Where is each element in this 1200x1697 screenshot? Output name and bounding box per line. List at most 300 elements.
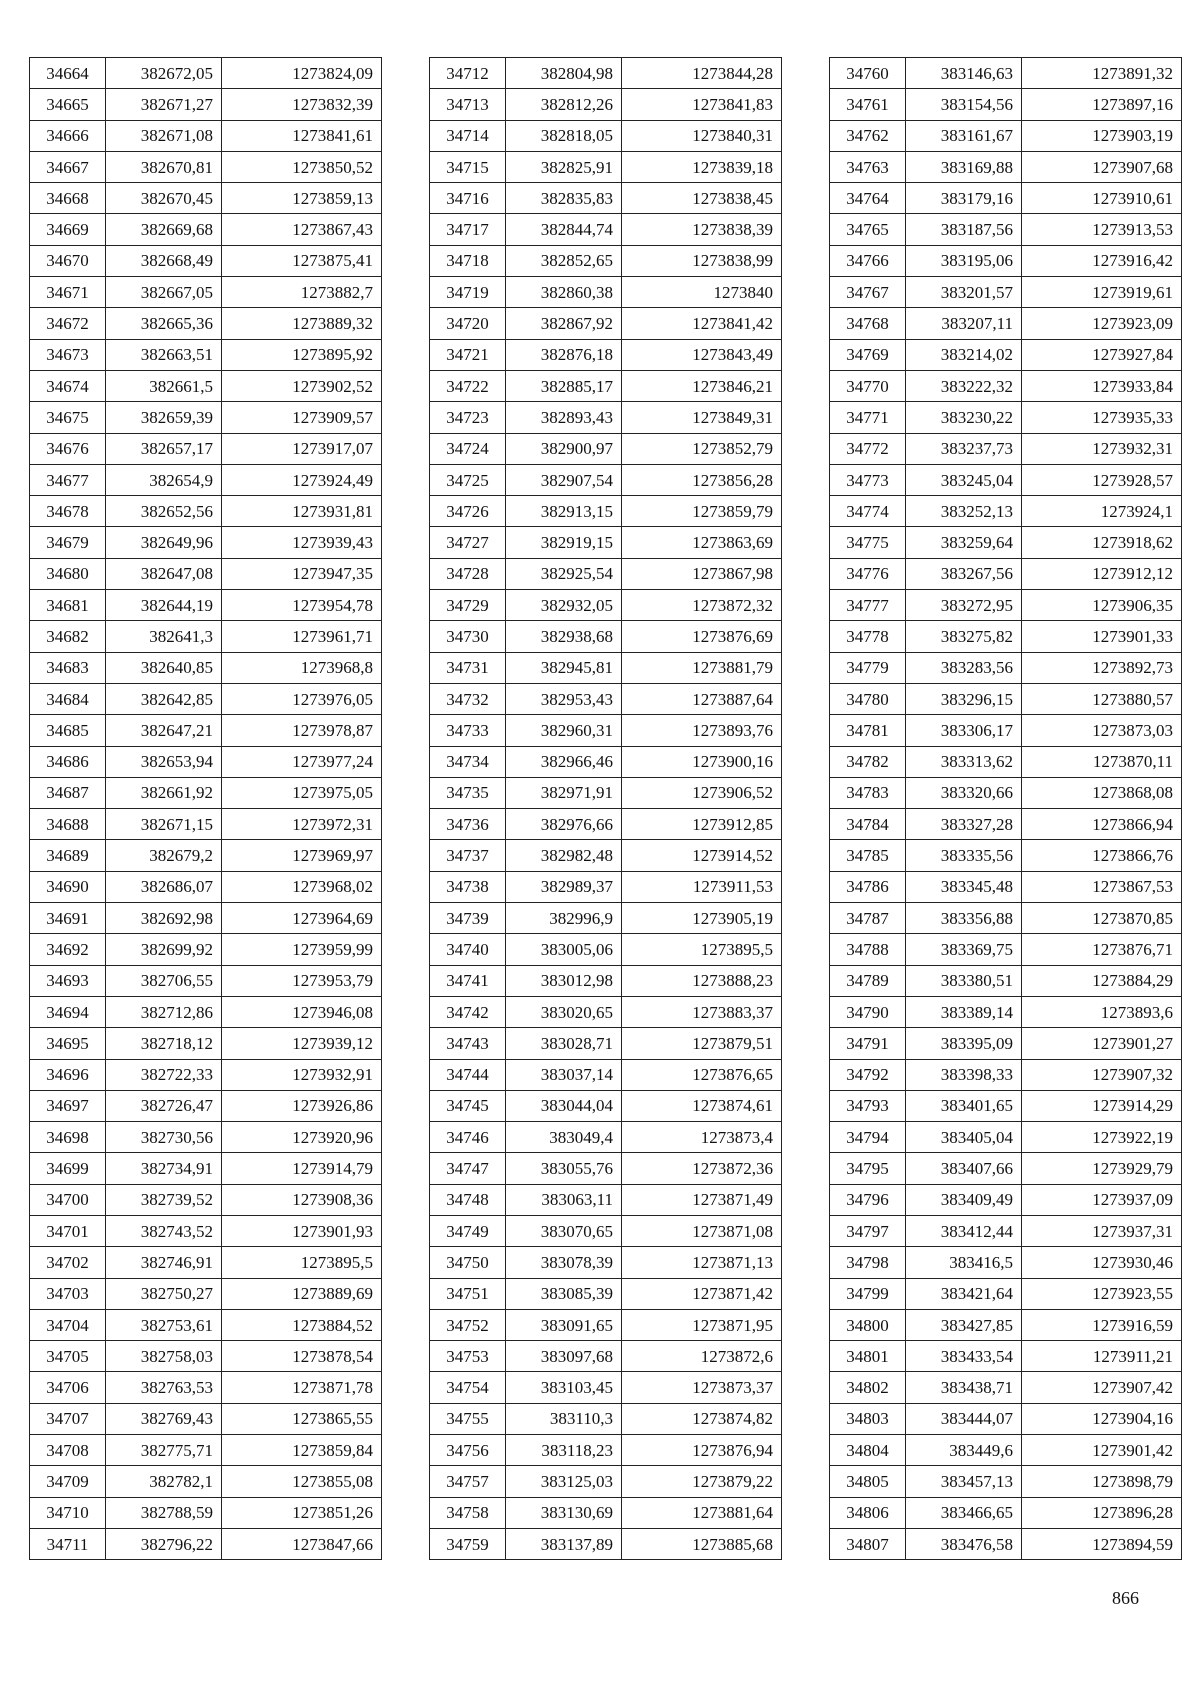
page-number: 866 bbox=[1112, 1588, 1139, 1608]
y-coordinate-cell: 1273895,92 bbox=[222, 339, 382, 370]
point-id-cell: 34802 bbox=[830, 1372, 906, 1403]
y-coordinate-cell: 1273863,69 bbox=[622, 527, 782, 558]
y-coordinate-cell: 1273851,26 bbox=[222, 1497, 382, 1528]
y-coordinate-cell: 1273841,83 bbox=[622, 89, 782, 120]
x-coordinate-cell: 383137,89 bbox=[506, 1528, 622, 1559]
point-id-cell: 34791 bbox=[830, 1028, 906, 1059]
table-row bbox=[430, 1497, 782, 1528]
table-row bbox=[30, 120, 382, 151]
y-coordinate-cell: 1273893,76 bbox=[622, 715, 782, 746]
y-coordinate-cell: 1273901,33 bbox=[1022, 621, 1182, 652]
x-coordinate-cell: 382885,17 bbox=[506, 370, 622, 401]
table-row bbox=[830, 1497, 1182, 1528]
x-coordinate-cell: 383369,75 bbox=[906, 934, 1022, 965]
x-coordinate-cell: 382686,07 bbox=[106, 871, 222, 902]
y-coordinate-cell: 1273914,52 bbox=[622, 840, 782, 871]
y-coordinate-cell: 1273931,81 bbox=[222, 496, 382, 527]
y-coordinate-cell: 1273954,78 bbox=[222, 590, 382, 621]
x-coordinate-cell: 383444,07 bbox=[906, 1403, 1022, 1434]
point-id-cell: 34725 bbox=[430, 464, 506, 495]
x-coordinate-cell: 383063,11 bbox=[506, 1184, 622, 1215]
x-coordinate-cell: 382730,56 bbox=[106, 1122, 222, 1153]
y-coordinate-cell: 1273889,32 bbox=[222, 308, 382, 339]
point-id-cell: 34702 bbox=[30, 1247, 106, 1278]
x-coordinate-cell: 383283,56 bbox=[906, 652, 1022, 683]
y-coordinate-cell: 1273838,39 bbox=[622, 214, 782, 245]
table-row bbox=[430, 652, 782, 683]
y-coordinate-cell: 1273978,87 bbox=[222, 715, 382, 746]
x-coordinate-cell: 383401,65 bbox=[906, 1090, 1022, 1121]
x-coordinate-cell: 382718,12 bbox=[106, 1028, 222, 1059]
y-coordinate-cell: 1273876,65 bbox=[622, 1059, 782, 1090]
table-row bbox=[830, 777, 1182, 808]
table-row bbox=[30, 965, 382, 996]
table-row bbox=[830, 683, 1182, 714]
point-id-cell: 34721 bbox=[430, 339, 506, 370]
table-row bbox=[830, 1122, 1182, 1153]
x-coordinate-cell: 382653,94 bbox=[106, 746, 222, 777]
y-coordinate-cell: 1273968,8 bbox=[222, 652, 382, 683]
x-coordinate-cell: 382649,96 bbox=[106, 527, 222, 558]
y-coordinate-cell: 1273882,7 bbox=[222, 277, 382, 308]
point-id-cell: 34680 bbox=[30, 558, 106, 589]
y-coordinate-cell: 1273881,79 bbox=[622, 652, 782, 683]
table-row bbox=[30, 746, 382, 777]
point-id-cell: 34666 bbox=[30, 120, 106, 151]
point-id-cell: 34799 bbox=[830, 1278, 906, 1309]
y-coordinate-cell: 1273838,45 bbox=[622, 183, 782, 214]
point-id-cell: 34718 bbox=[430, 245, 506, 276]
y-coordinate-cell: 1273976,05 bbox=[222, 683, 382, 714]
y-coordinate-cell: 1273914,29 bbox=[1022, 1090, 1182, 1121]
y-coordinate-cell: 1273913,53 bbox=[1022, 214, 1182, 245]
y-coordinate-cell: 1273889,69 bbox=[222, 1278, 382, 1309]
point-id-cell: 34807 bbox=[830, 1528, 906, 1559]
point-id-cell: 34688 bbox=[30, 809, 106, 840]
table-row bbox=[830, 1372, 1182, 1403]
table-row bbox=[430, 1372, 782, 1403]
point-id-cell: 34665 bbox=[30, 89, 106, 120]
x-coordinate-cell: 383187,56 bbox=[906, 214, 1022, 245]
point-id-cell: 34671 bbox=[30, 277, 106, 308]
point-id-cell: 34750 bbox=[430, 1247, 506, 1278]
x-coordinate-cell: 383037,14 bbox=[506, 1059, 622, 1090]
point-id-cell: 34784 bbox=[830, 809, 906, 840]
x-coordinate-cell: 383272,95 bbox=[906, 590, 1022, 621]
table-row bbox=[430, 1247, 782, 1278]
point-id-cell: 34767 bbox=[830, 277, 906, 308]
point-id-cell: 34749 bbox=[430, 1215, 506, 1246]
x-coordinate-cell: 382679,2 bbox=[106, 840, 222, 871]
table-row bbox=[30, 58, 382, 89]
table-row bbox=[430, 1153, 782, 1184]
y-coordinate-cell: 1273927,84 bbox=[1022, 339, 1182, 370]
x-coordinate-cell: 383409,49 bbox=[906, 1184, 1022, 1215]
point-id-cell: 34747 bbox=[430, 1153, 506, 1184]
point-id-cell: 34673 bbox=[30, 339, 106, 370]
y-coordinate-cell: 1273924,49 bbox=[222, 464, 382, 495]
table-row bbox=[830, 903, 1182, 934]
point-id-cell: 34682 bbox=[30, 621, 106, 652]
y-coordinate-cell: 1273946,08 bbox=[222, 996, 382, 1027]
table-row bbox=[430, 1090, 782, 1121]
point-id-cell: 34795 bbox=[830, 1153, 906, 1184]
point-id-cell: 34801 bbox=[830, 1341, 906, 1372]
point-id-cell: 34786 bbox=[830, 871, 906, 902]
x-coordinate-cell: 382844,74 bbox=[506, 214, 622, 245]
point-id-cell: 34757 bbox=[430, 1466, 506, 1497]
table-row bbox=[430, 715, 782, 746]
point-id-cell: 34695 bbox=[30, 1028, 106, 1059]
x-coordinate-cell: 382657,17 bbox=[106, 433, 222, 464]
point-id-cell: 34723 bbox=[430, 402, 506, 433]
point-id-cell: 34677 bbox=[30, 464, 106, 495]
x-coordinate-cell: 382989,37 bbox=[506, 871, 622, 902]
y-coordinate-cell: 1273933,84 bbox=[1022, 370, 1182, 401]
x-coordinate-cell: 382734,91 bbox=[106, 1153, 222, 1184]
y-coordinate-cell: 1273867,43 bbox=[222, 214, 382, 245]
table-row bbox=[30, 1341, 382, 1372]
table-row bbox=[30, 558, 382, 589]
table-row bbox=[430, 621, 782, 652]
point-id-cell: 34776 bbox=[830, 558, 906, 589]
y-coordinate-cell: 1273840 bbox=[622, 277, 782, 308]
x-coordinate-cell: 383179,16 bbox=[906, 183, 1022, 214]
table-row bbox=[430, 370, 782, 401]
y-coordinate-cell: 1273859,13 bbox=[222, 183, 382, 214]
y-coordinate-cell: 1273905,19 bbox=[622, 903, 782, 934]
table-row bbox=[430, 965, 782, 996]
table-row bbox=[430, 934, 782, 965]
point-id-cell: 34707 bbox=[30, 1403, 106, 1434]
x-coordinate-cell: 383005,06 bbox=[506, 934, 622, 965]
x-coordinate-cell: 382876,18 bbox=[506, 339, 622, 370]
y-coordinate-cell: 1273852,79 bbox=[622, 433, 782, 464]
point-id-cell: 34755 bbox=[430, 1403, 506, 1434]
x-coordinate-cell: 383207,11 bbox=[906, 308, 1022, 339]
table-row bbox=[830, 1153, 1182, 1184]
y-coordinate-cell: 1273895,5 bbox=[222, 1247, 382, 1278]
y-coordinate-cell: 1273878,54 bbox=[222, 1341, 382, 1372]
x-coordinate-cell: 382982,48 bbox=[506, 840, 622, 871]
point-id-cell: 34772 bbox=[830, 433, 906, 464]
table-row bbox=[30, 1215, 382, 1246]
y-coordinate-cell: 1273894,59 bbox=[1022, 1528, 1182, 1559]
table-row bbox=[830, 151, 1182, 182]
x-coordinate-cell: 382996,9 bbox=[506, 903, 622, 934]
point-id-cell: 34691 bbox=[30, 903, 106, 934]
table-row bbox=[430, 590, 782, 621]
table-row bbox=[30, 496, 382, 527]
point-id-cell: 34741 bbox=[430, 965, 506, 996]
point-id-cell: 34777 bbox=[830, 590, 906, 621]
point-id-cell: 34738 bbox=[430, 871, 506, 902]
x-coordinate-cell: 382893,43 bbox=[506, 402, 622, 433]
table-row bbox=[430, 683, 782, 714]
table-row bbox=[830, 277, 1182, 308]
table-row bbox=[30, 1184, 382, 1215]
table-row bbox=[30, 277, 382, 308]
table-row bbox=[30, 1466, 382, 1497]
x-coordinate-cell: 383055,76 bbox=[506, 1153, 622, 1184]
point-id-cell: 34739 bbox=[430, 903, 506, 934]
table-row bbox=[830, 1309, 1182, 1340]
y-coordinate-cell: 1273879,22 bbox=[622, 1466, 782, 1497]
point-id-cell: 34789 bbox=[830, 965, 906, 996]
point-id-cell: 34771 bbox=[830, 402, 906, 433]
table-row bbox=[30, 1278, 382, 1309]
y-coordinate-cell: 1273893,6 bbox=[1022, 996, 1182, 1027]
y-coordinate-cell: 1273866,76 bbox=[1022, 840, 1182, 871]
y-coordinate-cell: 1273922,19 bbox=[1022, 1122, 1182, 1153]
table-row bbox=[430, 464, 782, 495]
y-coordinate-cell: 1273918,62 bbox=[1022, 527, 1182, 558]
x-coordinate-cell: 383275,82 bbox=[906, 621, 1022, 652]
x-coordinate-cell: 383433,54 bbox=[906, 1341, 1022, 1372]
x-coordinate-cell: 382835,83 bbox=[506, 183, 622, 214]
x-coordinate-cell: 382867,92 bbox=[506, 308, 622, 339]
x-coordinate-cell: 383405,04 bbox=[906, 1122, 1022, 1153]
y-coordinate-cell: 1273916,59 bbox=[1022, 1309, 1182, 1340]
x-coordinate-cell: 383252,13 bbox=[906, 496, 1022, 527]
table-row bbox=[30, 1497, 382, 1528]
point-id-cell: 34737 bbox=[430, 840, 506, 871]
x-coordinate-cell: 383222,32 bbox=[906, 370, 1022, 401]
x-coordinate-cell: 383012,98 bbox=[506, 965, 622, 996]
point-id-cell: 34726 bbox=[430, 496, 506, 527]
table-row bbox=[430, 903, 782, 934]
x-coordinate-cell: 383195,06 bbox=[906, 245, 1022, 276]
table-row bbox=[30, 996, 382, 1027]
y-coordinate-cell: 1273937,09 bbox=[1022, 1184, 1182, 1215]
point-id-cell: 34736 bbox=[430, 809, 506, 840]
x-coordinate-cell: 383230,22 bbox=[906, 402, 1022, 433]
x-coordinate-cell: 383395,09 bbox=[906, 1028, 1022, 1059]
point-id-cell: 34796 bbox=[830, 1184, 906, 1215]
table-row bbox=[830, 433, 1182, 464]
x-coordinate-cell: 382825,91 bbox=[506, 151, 622, 182]
y-coordinate-cell: 1273895,5 bbox=[622, 934, 782, 965]
point-id-cell: 34769 bbox=[830, 339, 906, 370]
coordinate-table-body bbox=[30, 58, 382, 1560]
point-id-cell: 34751 bbox=[430, 1278, 506, 1309]
y-coordinate-cell: 1273870,11 bbox=[1022, 746, 1182, 777]
x-coordinate-cell: 382699,92 bbox=[106, 934, 222, 965]
table-row bbox=[30, 527, 382, 558]
point-id-cell: 34683 bbox=[30, 652, 106, 683]
point-id-cell: 34803 bbox=[830, 1403, 906, 1434]
x-coordinate-cell: 382782,1 bbox=[106, 1466, 222, 1497]
point-id-cell: 34787 bbox=[830, 903, 906, 934]
table-row bbox=[30, 777, 382, 808]
table-row bbox=[430, 809, 782, 840]
point-id-cell: 34687 bbox=[30, 777, 106, 808]
table-row bbox=[430, 871, 782, 902]
table-row bbox=[830, 89, 1182, 120]
y-coordinate-cell: 1273910,61 bbox=[1022, 183, 1182, 214]
table-row bbox=[830, 120, 1182, 151]
y-coordinate-cell: 1273911,53 bbox=[622, 871, 782, 902]
y-coordinate-cell: 1273871,78 bbox=[222, 1372, 382, 1403]
x-coordinate-cell: 382647,21 bbox=[106, 715, 222, 746]
table-row bbox=[30, 1153, 382, 1184]
point-id-cell: 34711 bbox=[30, 1528, 106, 1559]
x-coordinate-cell: 382671,27 bbox=[106, 89, 222, 120]
point-id-cell: 34744 bbox=[430, 1059, 506, 1090]
x-coordinate-cell: 383214,02 bbox=[906, 339, 1022, 370]
point-id-cell: 34792 bbox=[830, 1059, 906, 1090]
x-coordinate-cell: 383154,56 bbox=[906, 89, 1022, 120]
y-coordinate-cell: 1273855,08 bbox=[222, 1466, 382, 1497]
y-coordinate-cell: 1273947,35 bbox=[222, 558, 382, 589]
x-coordinate-cell: 383020,65 bbox=[506, 996, 622, 1027]
x-coordinate-cell: 383457,13 bbox=[906, 1466, 1022, 1497]
y-coordinate-cell: 1273872,6 bbox=[622, 1341, 782, 1372]
table-row bbox=[30, 715, 382, 746]
y-coordinate-cell: 1273923,55 bbox=[1022, 1278, 1182, 1309]
point-id-cell: 34703 bbox=[30, 1278, 106, 1309]
table-row bbox=[830, 464, 1182, 495]
x-coordinate-cell: 382663,51 bbox=[106, 339, 222, 370]
x-coordinate-cell: 383412,44 bbox=[906, 1215, 1022, 1246]
point-id-cell: 34689 bbox=[30, 840, 106, 871]
table-row bbox=[30, 370, 382, 401]
table-row bbox=[430, 339, 782, 370]
y-coordinate-cell: 1273977,24 bbox=[222, 746, 382, 777]
x-coordinate-cell: 382750,27 bbox=[106, 1278, 222, 1309]
y-coordinate-cell: 1273873,4 bbox=[622, 1122, 782, 1153]
x-coordinate-cell: 382652,56 bbox=[106, 496, 222, 527]
x-coordinate-cell: 382971,91 bbox=[506, 777, 622, 808]
point-id-cell: 34727 bbox=[430, 527, 506, 558]
table-row bbox=[30, 308, 382, 339]
point-id-cell: 34704 bbox=[30, 1309, 106, 1340]
coordinate-table-1 bbox=[29, 57, 382, 1560]
point-id-cell: 34684 bbox=[30, 683, 106, 714]
y-coordinate-cell: 1273928,57 bbox=[1022, 464, 1182, 495]
y-coordinate-cell: 1273881,64 bbox=[622, 1497, 782, 1528]
x-coordinate-cell: 382913,15 bbox=[506, 496, 622, 527]
table-row bbox=[830, 1215, 1182, 1246]
table-row bbox=[830, 1028, 1182, 1059]
x-coordinate-cell: 383438,71 bbox=[906, 1372, 1022, 1403]
point-id-cell: 34764 bbox=[830, 183, 906, 214]
point-id-cell: 34756 bbox=[430, 1435, 506, 1466]
x-coordinate-cell: 383327,28 bbox=[906, 809, 1022, 840]
x-coordinate-cell: 383407,66 bbox=[906, 1153, 1022, 1184]
table-row bbox=[430, 308, 782, 339]
x-coordinate-cell: 383356,88 bbox=[906, 903, 1022, 934]
table-row bbox=[830, 496, 1182, 527]
y-coordinate-cell: 1273930,46 bbox=[1022, 1247, 1182, 1278]
point-id-cell: 34762 bbox=[830, 120, 906, 151]
point-id-cell: 34753 bbox=[430, 1341, 506, 1372]
point-id-cell: 34730 bbox=[430, 621, 506, 652]
y-coordinate-cell: 1273871,08 bbox=[622, 1215, 782, 1246]
y-coordinate-cell: 1273840,31 bbox=[622, 120, 782, 151]
table-row bbox=[830, 1403, 1182, 1434]
point-id-cell: 34699 bbox=[30, 1153, 106, 1184]
x-coordinate-cell: 382812,26 bbox=[506, 89, 622, 120]
point-id-cell: 34717 bbox=[430, 214, 506, 245]
table-row bbox=[430, 433, 782, 464]
table-row bbox=[830, 871, 1182, 902]
x-coordinate-cell: 382919,15 bbox=[506, 527, 622, 558]
point-id-cell: 34693 bbox=[30, 965, 106, 996]
x-coordinate-cell: 383380,51 bbox=[906, 965, 1022, 996]
coordinate-table-2 bbox=[429, 57, 782, 1560]
y-coordinate-cell: 1273868,08 bbox=[1022, 777, 1182, 808]
point-id-cell: 34667 bbox=[30, 151, 106, 182]
table-row bbox=[430, 120, 782, 151]
y-coordinate-cell: 1273935,33 bbox=[1022, 402, 1182, 433]
y-coordinate-cell: 1273885,68 bbox=[622, 1528, 782, 1559]
table-row bbox=[830, 370, 1182, 401]
table-row bbox=[430, 777, 782, 808]
point-id-cell: 34805 bbox=[830, 1466, 906, 1497]
x-coordinate-cell: 382746,91 bbox=[106, 1247, 222, 1278]
y-coordinate-cell: 1273924,1 bbox=[1022, 496, 1182, 527]
point-id-cell: 34760 bbox=[830, 58, 906, 89]
table-row bbox=[30, 652, 382, 683]
table-row bbox=[430, 1435, 782, 1466]
table-row bbox=[30, 1090, 382, 1121]
point-id-cell: 34733 bbox=[430, 715, 506, 746]
y-coordinate-cell: 1273871,13 bbox=[622, 1247, 782, 1278]
x-coordinate-cell: 383237,73 bbox=[906, 433, 1022, 464]
table-row bbox=[30, 1403, 382, 1434]
y-coordinate-cell: 1273904,16 bbox=[1022, 1403, 1182, 1434]
table-row bbox=[430, 1184, 782, 1215]
x-coordinate-cell: 383267,56 bbox=[906, 558, 1022, 589]
table-row bbox=[830, 245, 1182, 276]
y-coordinate-cell: 1273919,61 bbox=[1022, 277, 1182, 308]
x-coordinate-cell: 382758,03 bbox=[106, 1341, 222, 1372]
point-id-cell: 34694 bbox=[30, 996, 106, 1027]
y-coordinate-cell: 1273824,09 bbox=[222, 58, 382, 89]
x-coordinate-cell: 383044,04 bbox=[506, 1090, 622, 1121]
point-id-cell: 34669 bbox=[30, 214, 106, 245]
point-id-cell: 34775 bbox=[830, 527, 906, 558]
x-coordinate-cell: 383398,33 bbox=[906, 1059, 1022, 1090]
table-row bbox=[430, 1215, 782, 1246]
y-coordinate-cell: 1273912,85 bbox=[622, 809, 782, 840]
x-coordinate-cell: 383085,39 bbox=[506, 1278, 622, 1309]
point-id-cell: 34692 bbox=[30, 934, 106, 965]
table-row bbox=[830, 1278, 1182, 1309]
point-id-cell: 34781 bbox=[830, 715, 906, 746]
table-row bbox=[430, 527, 782, 558]
x-coordinate-cell: 382945,81 bbox=[506, 652, 622, 683]
table-row bbox=[830, 590, 1182, 621]
table-row bbox=[830, 934, 1182, 965]
y-coordinate-cell: 1273901,27 bbox=[1022, 1028, 1182, 1059]
table-row bbox=[30, 809, 382, 840]
table-row bbox=[830, 1059, 1182, 1090]
point-id-cell: 34740 bbox=[430, 934, 506, 965]
x-coordinate-cell: 383125,03 bbox=[506, 1466, 622, 1497]
point-id-cell: 34697 bbox=[30, 1090, 106, 1121]
y-coordinate-cell: 1273871,49 bbox=[622, 1184, 782, 1215]
x-coordinate-cell: 383130,69 bbox=[506, 1497, 622, 1528]
y-coordinate-cell: 1273959,99 bbox=[222, 934, 382, 965]
table-row bbox=[30, 214, 382, 245]
y-coordinate-cell: 1273909,57 bbox=[222, 402, 382, 433]
point-id-cell: 34779 bbox=[830, 652, 906, 683]
x-coordinate-cell: 382671,15 bbox=[106, 809, 222, 840]
table-row bbox=[430, 996, 782, 1027]
y-coordinate-cell: 1273876,69 bbox=[622, 621, 782, 652]
